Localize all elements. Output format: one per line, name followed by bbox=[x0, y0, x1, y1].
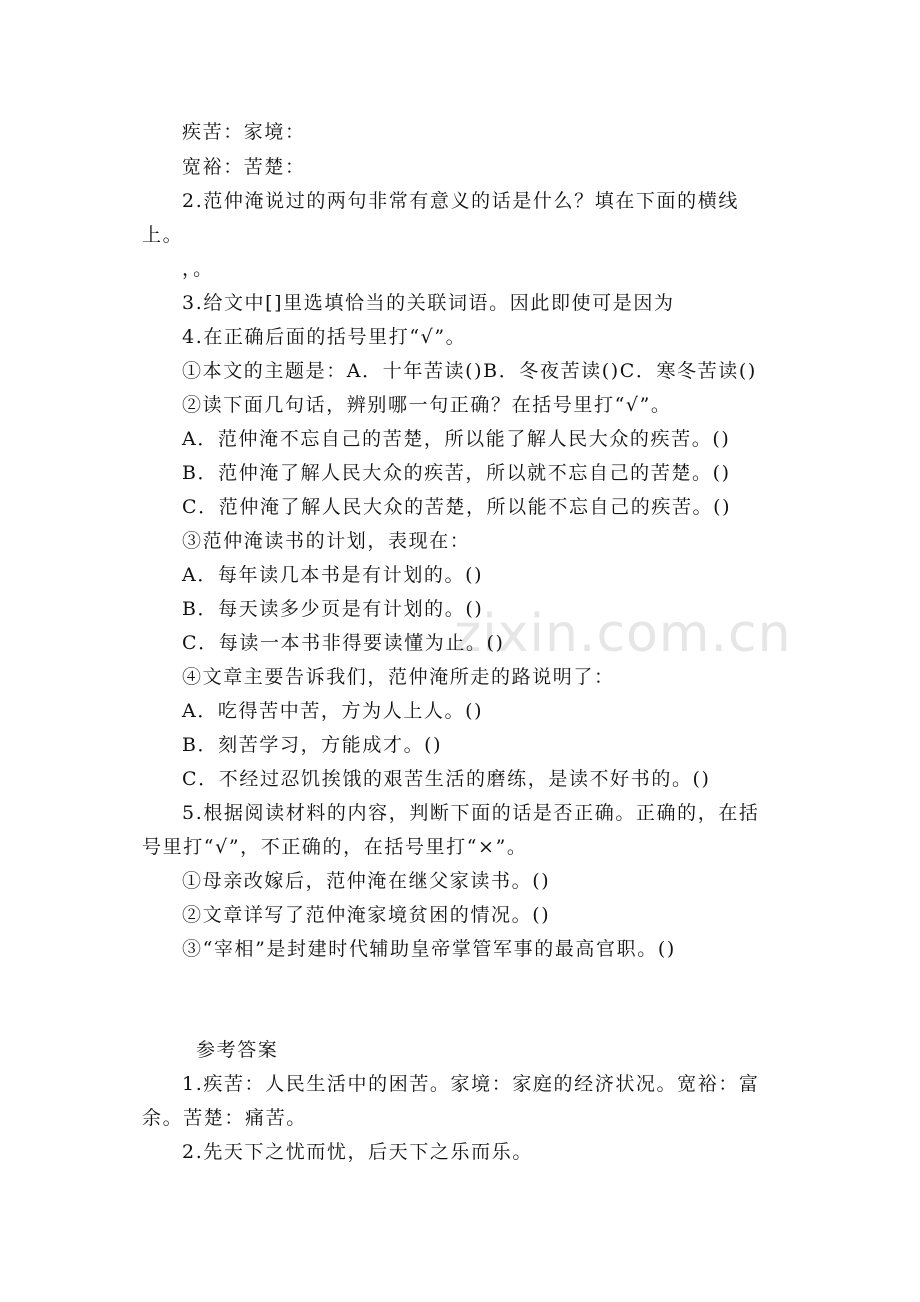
sub-question: ①本文的主题是：A．十年苦读()B．冬夜苦读()C．寒冬苦读() bbox=[182, 360, 757, 382]
option-line: C．不经过忍饥挨饿的艰苦生活的磨练，是读不好书的。() bbox=[182, 768, 711, 790]
answer-line: 余。苦楚：痛苦。 bbox=[142, 1107, 307, 1129]
watermark: zixin.com.cn bbox=[454, 604, 792, 664]
answer-heading: 参考答案 bbox=[196, 1039, 279, 1061]
option-line: B．范仲淹了解人民大众的疾苦，所以就不忘自己的苦楚。() bbox=[182, 462, 731, 484]
statement-line: ②文章详写了范仲淹家境贫困的情况。() bbox=[182, 904, 551, 926]
question-4: 4.在正确后面的括号里打“√”。 bbox=[182, 326, 467, 348]
option-line: A．每年读几本书是有计划的。() bbox=[182, 564, 484, 586]
statement-line: ①母亲改嫁后，范仲淹在继父家读书。() bbox=[182, 870, 551, 892]
text-line: 宽裕：苦楚： bbox=[182, 156, 306, 178]
option-line: C．范仲淹了解人民大众的苦楚，所以能不忘自己的疾苦。() bbox=[182, 496, 732, 518]
sub-question: ②读下面几句话，辨别哪一句正确？在括号里打“√”。 bbox=[182, 394, 672, 416]
question-5: 5.根据阅读材料的内容，判断下面的话是否正确。正确的，在括 bbox=[182, 802, 760, 824]
statement-line: ③“宰相”是封建时代辅助皇帝掌管军事的最高官职。() bbox=[182, 938, 676, 960]
sub-question: ③范仲淹读书的计划，表现在： bbox=[182, 530, 471, 552]
text-line: 疾苦：家境： bbox=[182, 121, 306, 143]
question-2: 2.范仲淹说过的两句非常有意义的话是什么？填在下面的横线 bbox=[182, 190, 739, 212]
text-line: 号里打“√”，不正确的，在括号里打“×”。 bbox=[142, 836, 528, 858]
answer-line: 2.先天下之忧而忧，后天下之乐而乐。 bbox=[182, 1141, 533, 1163]
question-3: 3.给文中[]里选填恰当的关联词语。因此即使可是因为 bbox=[182, 292, 675, 314]
text-line: 上。 bbox=[142, 224, 184, 246]
option-line: B．刻苦学习，方能成才。() bbox=[182, 734, 443, 756]
answer-line: 1.疾苦：人民生活中的困苦。家境：家庭的经济状况。宽裕：富 bbox=[182, 1073, 760, 1095]
answer-blank: ，。 bbox=[182, 258, 214, 280]
sub-question: ④文章主要告诉我们，范仲淹所走的路说明了： bbox=[182, 666, 615, 688]
option-line: A．范仲淹不忘自己的苦楚，所以能了解人民大众的疾苦。() bbox=[182, 428, 731, 450]
option-line: B．每天读多少页是有计划的。() bbox=[182, 598, 484, 620]
option-line: C．每读一本书非得要读懂为止。() bbox=[182, 632, 505, 654]
option-line: A．吃得苦中苦，方为人上人。() bbox=[182, 700, 484, 722]
